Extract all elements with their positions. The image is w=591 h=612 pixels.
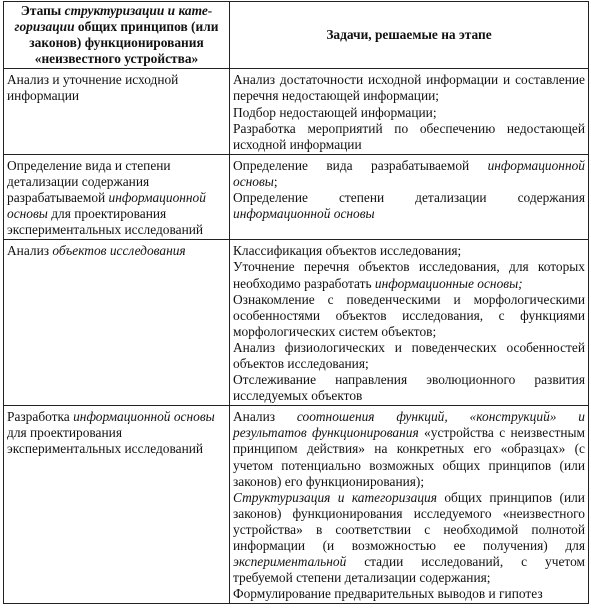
text: Анализ физиологических и поведенческих особенностей объектов исследования; [233, 339, 585, 371]
task-item [233, 490, 585, 587]
task-item [233, 259, 585, 291]
task-item [233, 105, 585, 121]
text: Отслеживание направления эволюционного развития исследуемых объектов [233, 372, 585, 404]
header-tasks [230, 2, 589, 69]
text: Разработка мероприятий по обеспечению недостающей исходной информации [233, 120, 585, 152]
tasks-cell [230, 406, 589, 604]
stage-cell [4, 240, 230, 406]
task-item [233, 121, 585, 153]
text: «устройства с неизвестным принципом действия» на конкретных его «образцах» (с учетом потенциально возможных общих принципов (или законов) его функционирования); [233, 425, 585, 489]
italic-text: Структуризация и категоризация [233, 489, 437, 505]
italic-text: объектов исследования [52, 243, 186, 259]
italic-text: информационной основы [233, 157, 585, 189]
header-row [4, 2, 589, 69]
italic-text: структуризации и кате- [64, 3, 213, 18]
tasks-cell [230, 240, 589, 406]
text: Разработка [7, 409, 74, 425]
header-stages [4, 2, 230, 69]
task-item [233, 243, 585, 259]
text: Ознакомление с поведенческими и морфологическими особенностями объектов исследования, с функциями морфологических систем объектов; [233, 291, 585, 339]
text: Анализ [233, 409, 297, 425]
text: Анализ [7, 243, 53, 259]
italic-text: горизации [14, 19, 75, 35]
text: общих принципов (или законов) функционирования «неизвестного устройства» [29, 19, 219, 67]
italic-text: информационной основы [73, 409, 215, 425]
italic-text: информационные основы; [374, 275, 523, 291]
italic-text: информационной основы [7, 190, 206, 222]
text: Анализ достаточности исходной информации и составление перечня недостающей информации; [233, 72, 585, 104]
text: для проектирования экспериментальных исследований [7, 425, 204, 457]
text: Определение вида и степени детализации содержания разрабатываемой [7, 157, 171, 206]
task-item [233, 409, 585, 489]
table-row [4, 154, 589, 239]
task-item [233, 158, 585, 190]
task-item [233, 340, 585, 372]
italic-text: экспериментальной [233, 554, 347, 570]
task-item [233, 190, 585, 222]
table-body [4, 69, 589, 604]
text: Подбор недостающей информации; [233, 104, 437, 120]
text: общих принципов (или законов) функционирования исследуемого «неизвестного устройства» в соответствии с необходимой полнотой информации (и возможностью ее получения) для [233, 489, 585, 553]
text: Классификация объектов исследования; [233, 243, 462, 259]
stage-cell [4, 154, 230, 239]
text: Задачи, решаемые на этапе [326, 27, 492, 43]
text: Определение вида разрабатываемой [233, 157, 488, 173]
task-item [233, 292, 585, 340]
text: Уточнение перечня объектов исследования, для которых необходимо разработать [233, 259, 585, 291]
table-row [4, 406, 589, 604]
text: для проектирования экспериментальных исследований [7, 206, 204, 238]
text: Формулирование предварительных выводов и гипотез [233, 586, 543, 602]
table-row [4, 69, 589, 154]
task-item [233, 72, 585, 104]
text: Анализ и уточнение исходной информации [7, 72, 179, 104]
stages-table [3, 1, 589, 604]
italic-text: информационной основы [233, 206, 375, 222]
tasks-cell [230, 69, 589, 154]
table-row [4, 240, 589, 406]
text: Этапы [20, 3, 65, 18]
task-item [233, 372, 585, 404]
stage-cell [4, 406, 230, 604]
stage-cell [4, 69, 230, 154]
text: стадии исследований, с учетом требуемой степени детализации содержания; [233, 554, 585, 586]
italic-text: соотношения функций, «конструкций» и результатов функционирования [233, 409, 585, 441]
text: Определение степени детализации содержания [233, 190, 585, 206]
task-item [233, 586, 585, 602]
tasks-cell [230, 154, 589, 239]
text: ; [273, 173, 278, 189]
